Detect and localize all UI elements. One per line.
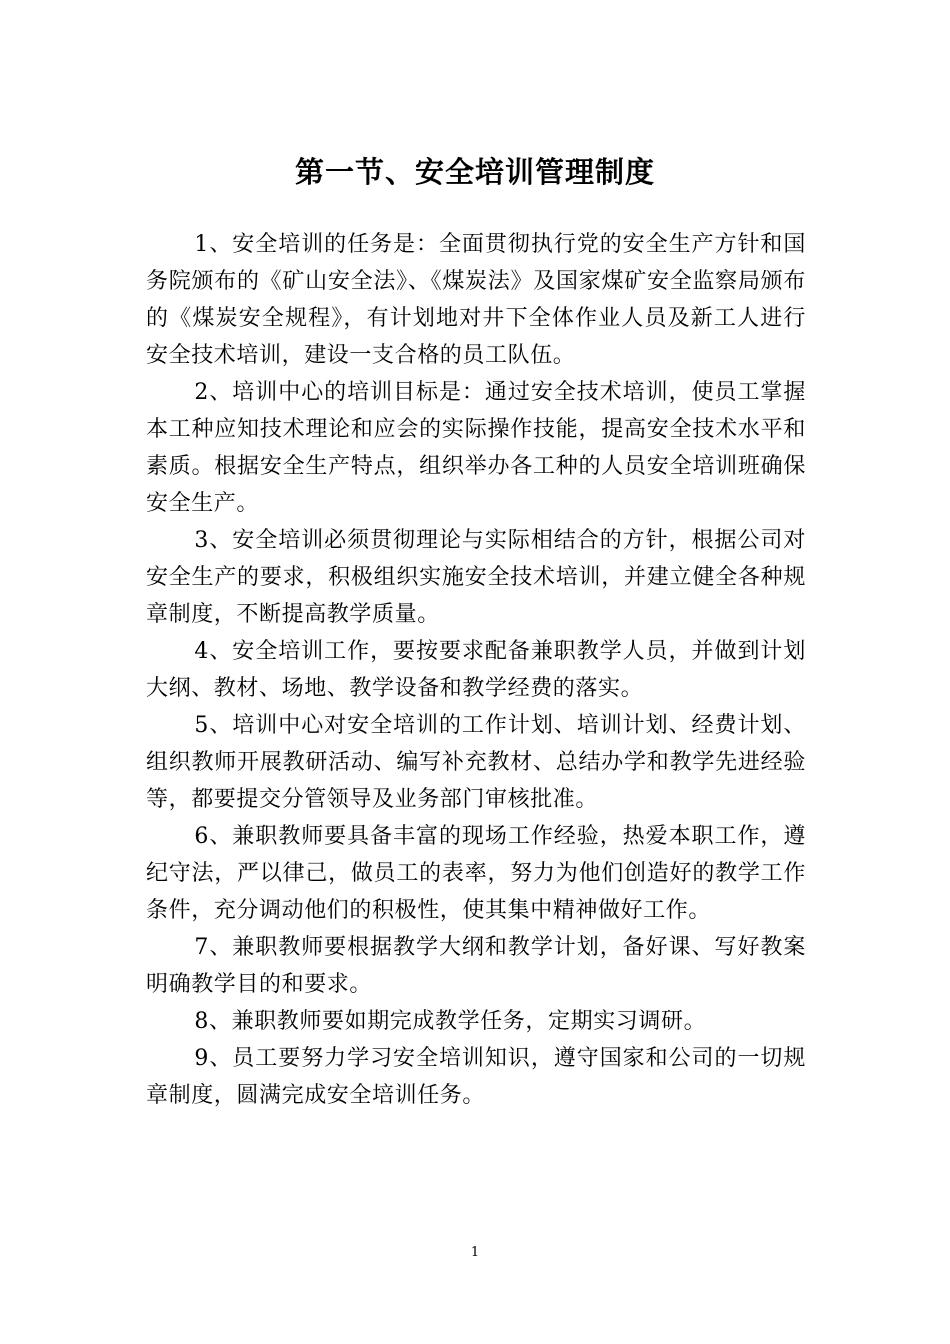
paragraph-3: 3、安全培训必须贯彻理论与实际相结合的方针，根据公司对安全生产的要求，积极组织实施安全技术培训，并建立健全各种规章制度，不断提高教学质量。 [146,528,806,627]
paragraph-8: 8、兼职教师要如期完成教学任务，定期实习调研。 [194,1009,707,1034]
paragraph-2: 2、培训中心的培训目标是：通过安全技术培训，使员工掌握本工种应知技术理论和应会的实际操作技能，提高安全技术水平和素质。根据安全生产特点，组织举办各工种的人员安全培训班确保安全生产。 [146,380,806,516]
document-body [146,226,806,1114]
paragraph-9: 9、员工要努力学习安全培训知识，遵守国家和公司的一切规章制度，圆满完成安全培训任务。 [146,1046,806,1108]
paragraph-7: 7、兼职教师要根据教学大纲和教学计划，备好课、写好教案明确教学目的和要求。 [146,935,806,997]
paragraph-4: 4、安全培训工作，要按要求配备兼职教学人员，并做到计划大纲、教材、场地、教学设备和教学经费的落实。 [146,639,806,701]
paragraph-1: 1、安全培训的任务是：全面贯彻执行党的安全生产方针和国务院颁布的《矿山安全法》、《煤炭法》及国家煤矿安全监察局颁布的《煤炭安全规程》，有计划地对井下全体作业人员及新工人进行安全技术培训，建设一支合格的员工队伍。 [146,232,806,368]
page-number: 1 [470,1245,480,1260]
paragraph-6: 6、兼职教师要具备丰富的现场工作经验，热爱本职工作，遵纪守法，严以律己，做员工的表率，努力为他们创造好的教学工作条件，充分调动他们的积极性，使其集中精神做好工作。 [146,824,806,923]
page-title: 第一节、安全培训管理制度 [294,155,655,189]
paragraph-5: 5、培训中心对安全培训的工作计划、培训计划、经费计划、组织教师开展教研活动、编写补充教材、总结办学和教学先进经验等，都要提交分管领导及业务部门审核批准。 [146,713,806,812]
